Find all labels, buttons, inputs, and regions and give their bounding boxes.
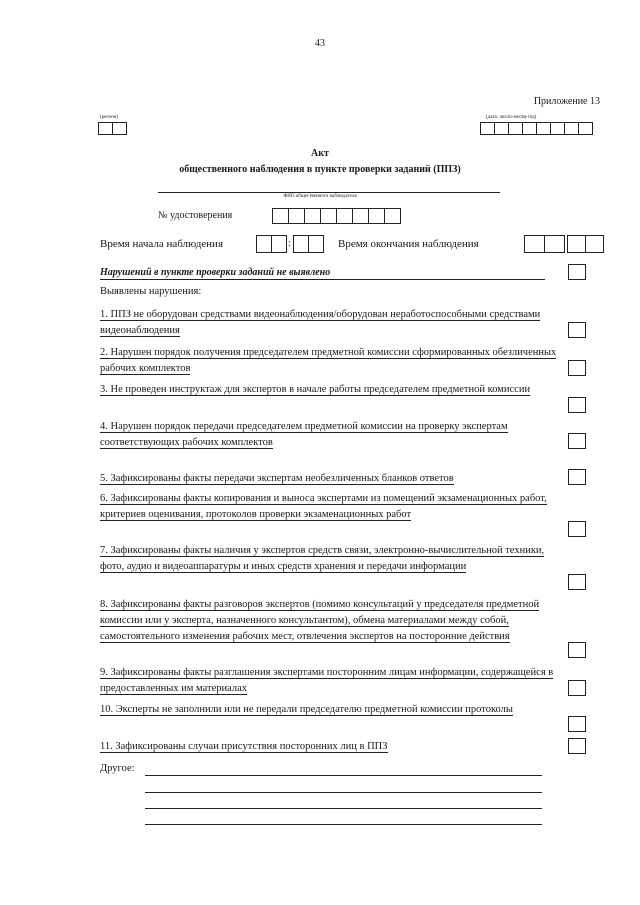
date-cell[interactable] (578, 122, 593, 135)
start-minutes-field[interactable] (293, 235, 324, 253)
other-label: Другое: (100, 763, 135, 774)
other-line[interactable] (145, 792, 542, 793)
end-hours-field[interactable] (524, 235, 565, 253)
violation-checkbox[interactable] (568, 738, 586, 754)
act-title: Акт (311, 148, 329, 159)
date-cell[interactable] (550, 122, 565, 135)
certificate-cell[interactable] (272, 208, 289, 224)
certificate-label: № удостоверения (158, 210, 233, 221)
violation-item (100, 543, 560, 575)
violation-checkbox[interactable] (568, 469, 586, 485)
date-cell[interactable] (494, 122, 509, 135)
date-field[interactable] (480, 122, 593, 135)
certificate-cell[interactable] (336, 208, 353, 224)
violation-checkbox[interactable] (568, 716, 586, 732)
end-minute-cell[interactable] (585, 235, 604, 253)
violation-text: 5. Зафиксированы факты передачи экспертам необезличенных бланков ответов (100, 473, 454, 484)
violation-checkbox[interactable] (568, 360, 586, 376)
other-line[interactable] (145, 808, 542, 809)
violation-item (100, 491, 560, 523)
start-minute-cell[interactable] (308, 235, 324, 253)
other-line[interactable] (145, 775, 542, 776)
violation-item (100, 382, 560, 398)
violation-item (100, 307, 560, 339)
page-number: 43 (315, 38, 325, 49)
violation-checkbox[interactable] (568, 322, 586, 338)
violation-text: 2. Нарушен порядок получения председателем предметной комиссии сформированных обезличенных рабочих комплектов (100, 347, 557, 374)
violation-text: 4. Нарушен порядок передачи председателем предметной комиссии на проверку экспертам соответствующих рабочих комплектов (100, 421, 508, 448)
region-cell[interactable] (112, 122, 127, 135)
start-hour-cell[interactable] (271, 235, 287, 253)
certificate-cell[interactable] (320, 208, 337, 224)
date-cell[interactable] (522, 122, 537, 135)
no-violations-label: Нарушений в пункте проверки заданий не выявлено (100, 266, 545, 280)
region-cell[interactable] (98, 122, 113, 135)
violation-item (100, 665, 560, 697)
violation-text: 10. Эксперты не заполнили или не передали председателю предметной комиссии протоколы (100, 704, 513, 715)
violation-item (100, 419, 560, 451)
violation-checkbox[interactable] (568, 642, 586, 658)
observer-name-line[interactable] (158, 192, 500, 193)
violation-text: 3. Не проведен инструктаж для экспертов в начале работы председателем предметной комиссии (100, 384, 531, 395)
observer-caption: ФИО общественного наблюдателя (283, 194, 357, 199)
violation-text: 1. ППЗ не оборудован средствами видеонаблюдения/оборудован неработоспособными средствами видеонаблюдения (100, 309, 541, 336)
start-hour-cell[interactable] (256, 235, 272, 253)
date-caption: (дата: число-месяц-год) (486, 115, 537, 120)
end-hour-cell[interactable] (524, 235, 545, 253)
violation-item (100, 702, 560, 718)
end-minute-cell[interactable] (567, 235, 586, 253)
violation-checkbox[interactable] (568, 574, 586, 590)
end-minutes-field[interactable] (567, 235, 604, 253)
region-code-field[interactable] (98, 122, 127, 135)
start-hours-field[interactable] (256, 235, 287, 253)
violation-item (100, 345, 560, 377)
violation-checkbox[interactable] (568, 521, 586, 537)
violation-text: 11. Зафиксированы случаи присутствия посторонних лиц в ППЗ (100, 741, 388, 752)
other-line[interactable] (145, 824, 542, 825)
violation-checkbox[interactable] (568, 433, 586, 449)
violations-found-label: Выявлены нарушения: (100, 286, 202, 297)
start-time-separator: : (288, 238, 291, 249)
violation-text: 6. Зафиксированы факты копирования и выноса экспертами из помещений экзаменационных работ, критериев оценивания, протоколов проверки экзаменационных работ (100, 493, 547, 520)
start-time-label: Время начала наблюдения (100, 238, 224, 250)
certificate-cell[interactable] (384, 208, 401, 224)
end-time-label: Время окончания наблюдения (338, 238, 479, 250)
violation-text: 8. Зафиксированы факты разговоров экспертов (помимо консультаций у председателя предметной комиссии или у эксперта, назначенного консультантом), обмена материалами между собой, самостоятельного изменения рабочих мест, отвлечения экспертов на посторонние действия (100, 599, 540, 642)
violation-text: 7. Зафиксированы факты наличия у экспертов средств связи, электронно-вычислительной техники, фото, аудио и видеоаппаратуры и иных средств хранения и передачи информации (100, 545, 545, 572)
act-subtitle: общественного наблюдения в пункте проверки заданий (ППЗ) (179, 164, 461, 175)
appendix-label: Приложение 13 (533, 96, 600, 107)
certificate-cell[interactable] (352, 208, 369, 224)
end-hour-cell[interactable] (544, 235, 565, 253)
region-caption: (регион) (100, 115, 118, 120)
violation-checkbox[interactable] (568, 397, 586, 413)
certificate-cell[interactable] (304, 208, 321, 224)
date-cell[interactable] (564, 122, 579, 135)
start-minute-cell[interactable] (293, 235, 309, 253)
date-cell[interactable] (508, 122, 523, 135)
certificate-number-field[interactable] (272, 208, 401, 224)
certificate-cell[interactable] (368, 208, 385, 224)
violation-text: 9. Зафиксированы факты разглашения экспертами посторонним лицам информации, содержащейся в предоставленных им материалах (100, 667, 554, 694)
date-cell[interactable] (536, 122, 551, 135)
violation-item (100, 471, 560, 487)
date-cell[interactable] (480, 122, 495, 135)
violation-item (100, 597, 560, 645)
no-violations-checkbox[interactable] (568, 264, 586, 280)
violation-checkbox[interactable] (568, 680, 586, 696)
end-time-separator: : (563, 238, 566, 249)
violation-item (100, 739, 560, 755)
certificate-cell[interactable] (288, 208, 305, 224)
